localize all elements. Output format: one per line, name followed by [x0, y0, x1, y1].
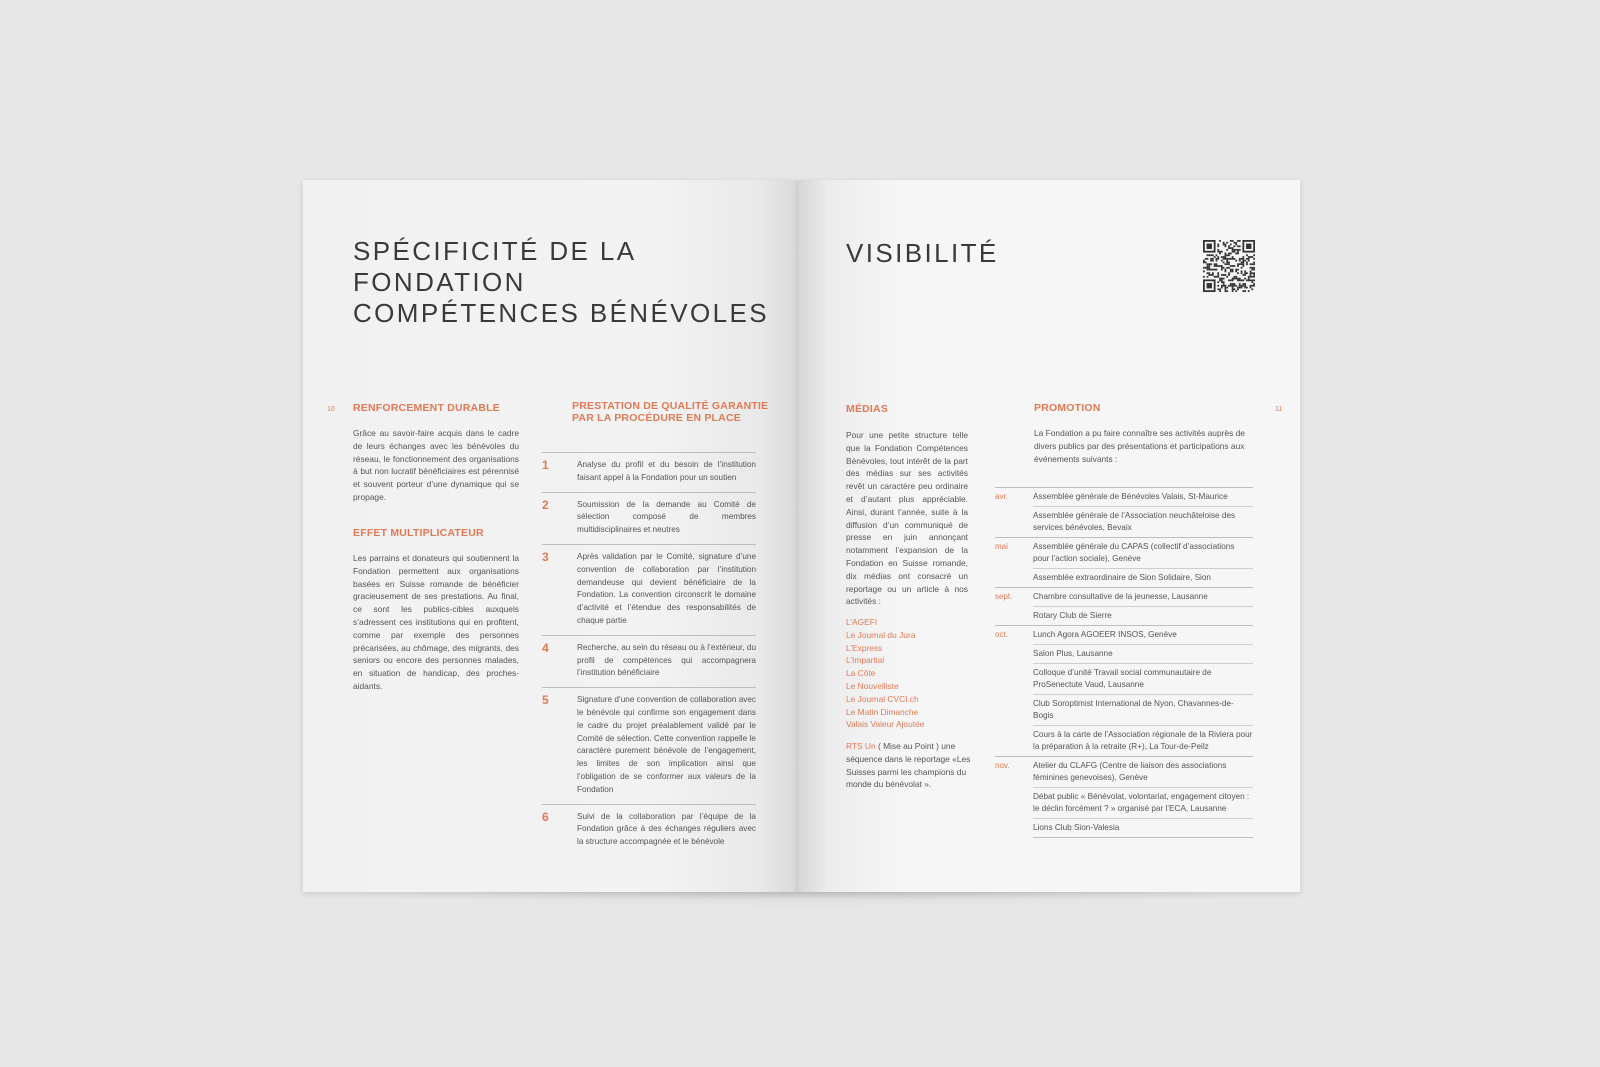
event-month: avr.	[995, 492, 1008, 501]
media-outlet: Le Matin Dimanche	[846, 706, 919, 717]
media-outlet: Le Journal CVCI.ch	[846, 693, 919, 704]
right-page	[798, 180, 1300, 892]
step-text: Signature d’une convention de collaboration avec le bénévole qui confirme son engagement dans le cadre du projet préalablement validé par le Comité de sélection. Cette convention rappelle le caractère purement bénévole de l’engagement, les limites de son implication ainsi que l’obligation de se conformer aux valeurs de la Fondation	[577, 695, 756, 794]
page-number: 11	[1275, 406, 1283, 413]
media-outlet: L’AGEFI	[846, 617, 878, 627]
prestation-heading-line-2: PAR LA PROCÉDURE EN PLACE	[572, 412, 741, 424]
media-outlet: Le Journal du Jura	[846, 629, 916, 640]
media-outlet: Le Nouvelliste	[846, 680, 899, 691]
medias-text: Pour une petite structure telle que la Fondation Compétences Bénévoles, tout intérêt de la part des médias sur ses activités revêt un caractère peu ordinaire et d’autant plus appréciable. Ainsi, durant l’année, suite à la diffusion d’un communiqué de presse en juin annonçant notamment l’expansion de la Fondation en Suisse romande, dix médias ont consacré un reportage ou un article à nos activités :	[846, 430, 968, 607]
visibilite-title: VISIBILITÉ	[846, 238, 999, 268]
event-item: Lunch Agora AGOEER INSOS, Genève	[1033, 626, 1253, 645]
event-group	[995, 487, 1253, 537]
procedure-step	[542, 544, 756, 635]
media-outlet: La Côte	[846, 668, 876, 679]
procedure-step	[542, 687, 756, 803]
event-item: Rotary Club de Sierre	[1033, 611, 1112, 620]
event-month: mai	[995, 542, 1008, 551]
page-number: 10	[327, 406, 335, 413]
promotion-text: La Fondation a pu faire connaître ses activités auprès de divers publics par des présentations et participations aux événements suivants :	[1034, 428, 1245, 464]
step-text: Suivi de la collaboration par l’équipe de la Fondation grâce à des échanges réguliers avec la structure accompagnée et le bénévole	[577, 811, 756, 847]
step-number: 2	[542, 497, 549, 512]
event-group	[995, 625, 1253, 756]
step-text: Après validation par le Comité, signature d’une convention de collaboration par l’institution demandeuse qui devient bénéficiaire de la Fondation. La convention circonscrit le domaine d’activité et l’étendue des responsabilités de chaque partie	[577, 551, 756, 625]
step-text: Analyse du profil et du besoin de l’institution faisant appel à la Fondation pour un soutien	[577, 460, 756, 482]
step-number: 6	[542, 809, 549, 824]
renforcement-heading: RENFORCEMENT DURABLE	[353, 402, 500, 414]
page-title	[353, 236, 798, 329]
event-group	[995, 587, 1253, 625]
media-outlet: L’Express	[846, 642, 883, 653]
effet-text: Les parrains et donateurs qui soutiennent la Fondation permettent aux organisations basées en Suisse romande de bénéficier gracieusement de ses prestations. Au final, ce sont les publics-cibles auxquels s’adressent ces institutions qui en profitent, comme par exemple des personnes précarisées, au chômage, des migrants, des seniors ou encore des personnes malades, en situation de handicap, des proches-aidants.	[353, 553, 519, 691]
medias-heading: MÉDIAS	[846, 403, 889, 415]
event-month: nov.	[995, 761, 1010, 770]
event-item: Lions Club Sion-Valesia	[1033, 823, 1120, 832]
procedure-step	[542, 452, 756, 492]
event-item: Colloque d’unité Travail social communautaire de ProSenectute Vaud, Lausanne	[1033, 664, 1253, 695]
procedure-steps	[542, 452, 756, 856]
left-page	[303, 180, 798, 892]
media-outlet: Valais Valeur Ajoutée	[846, 719, 925, 730]
prestation-heading-line-1: PRESTATION DE QUALITÉ GARANTIE	[572, 400, 769, 412]
event-item: Club Soroptimist International de Nyon, Chavannes-de-Bogis	[1033, 695, 1253, 726]
event-item: Salon Plus, Lausanne	[1033, 645, 1253, 664]
procedure-step	[542, 492, 756, 544]
step-number: 1	[542, 458, 549, 472]
step-text: Recherche, au sein du réseau ou à l’extérieur, du profil de compétences qui accompagnera l’institution bénéficiaire	[577, 642, 756, 678]
event-group	[995, 756, 1253, 837]
event-group	[995, 537, 1253, 587]
events-bottom-rule	[1033, 837, 1253, 838]
renforcement-text: Grâce au savoir-faire acquis dans le cadre de leurs échanges avec les bénévoles du réseau, le fonctionnement des organisations à but non lucratif bénéficiaires est pérennisé et souvent porteur d’une dynamique qui se propage.	[353, 428, 519, 502]
effet-heading: EFFET MULTIPLICATEUR	[353, 527, 484, 539]
event-item: Assemblée générale de Bénévoles Valais, St-Maurice	[1033, 488, 1253, 507]
event-item: Débat public « Bénévolat, volontariat, engagement citoyen : le déclin forcément ? » organisé par l’ECA, Lausanne	[1033, 788, 1253, 819]
step-number: 5	[542, 693, 549, 708]
event-item: Assemblée extraordinaire de Sion Solidaire, Sion	[1033, 573, 1211, 582]
events-list	[995, 487, 1253, 838]
title-line-2: COMPÉTENCES BÉNÉVOLES	[353, 298, 769, 328]
rts-name: RTS Un	[846, 741, 876, 751]
rts-text: ( Mise au Point ) une séquence dans le reportage «Les Suisses parmi les champions du monde du bénévolat ».	[846, 741, 971, 790]
event-month: sept.	[995, 592, 1013, 601]
step-number: 4	[542, 640, 549, 655]
media-outlets-list	[846, 616, 924, 731]
procedure-step	[542, 635, 756, 687]
event-item: Assemblée générale du CAPAS (collectif d’associations pour l’action sociale), Genève	[1033, 538, 1253, 569]
event-month: oct.	[995, 630, 1008, 639]
event-item: Cours à la carte de l’Association régionale de la Riviera pour la préparation à la retraite (R+), La Tour-de-Peilz	[1033, 730, 1253, 751]
prestation-heading	[572, 400, 768, 424]
procedure-step	[542, 804, 756, 856]
event-item: Chambre consultative de la jeunesse, Lausanne	[1033, 588, 1253, 607]
step-text: Soumission de la demande au Comité de sélection composé de membres multidisciplinaires et neutres	[577, 499, 756, 535]
media-outlet: L’Impartial	[846, 655, 885, 666]
event-item: Assemblée générale de l’Association neuchâteloise des services bénévoles, Bevaix	[1033, 511, 1236, 532]
event-item: Atelier du CLAFG (Centre de liaison des associations féminines genevoises), Genève	[1033, 757, 1253, 788]
title-line-1: SPÉCIFICITÉ DE LA FONDATION	[353, 236, 636, 297]
promotion-heading: PROMOTION	[1034, 402, 1101, 414]
qr-code-icon	[1203, 240, 1255, 292]
rts-paragraph	[846, 740, 972, 791]
step-number: 3	[542, 549, 549, 564]
